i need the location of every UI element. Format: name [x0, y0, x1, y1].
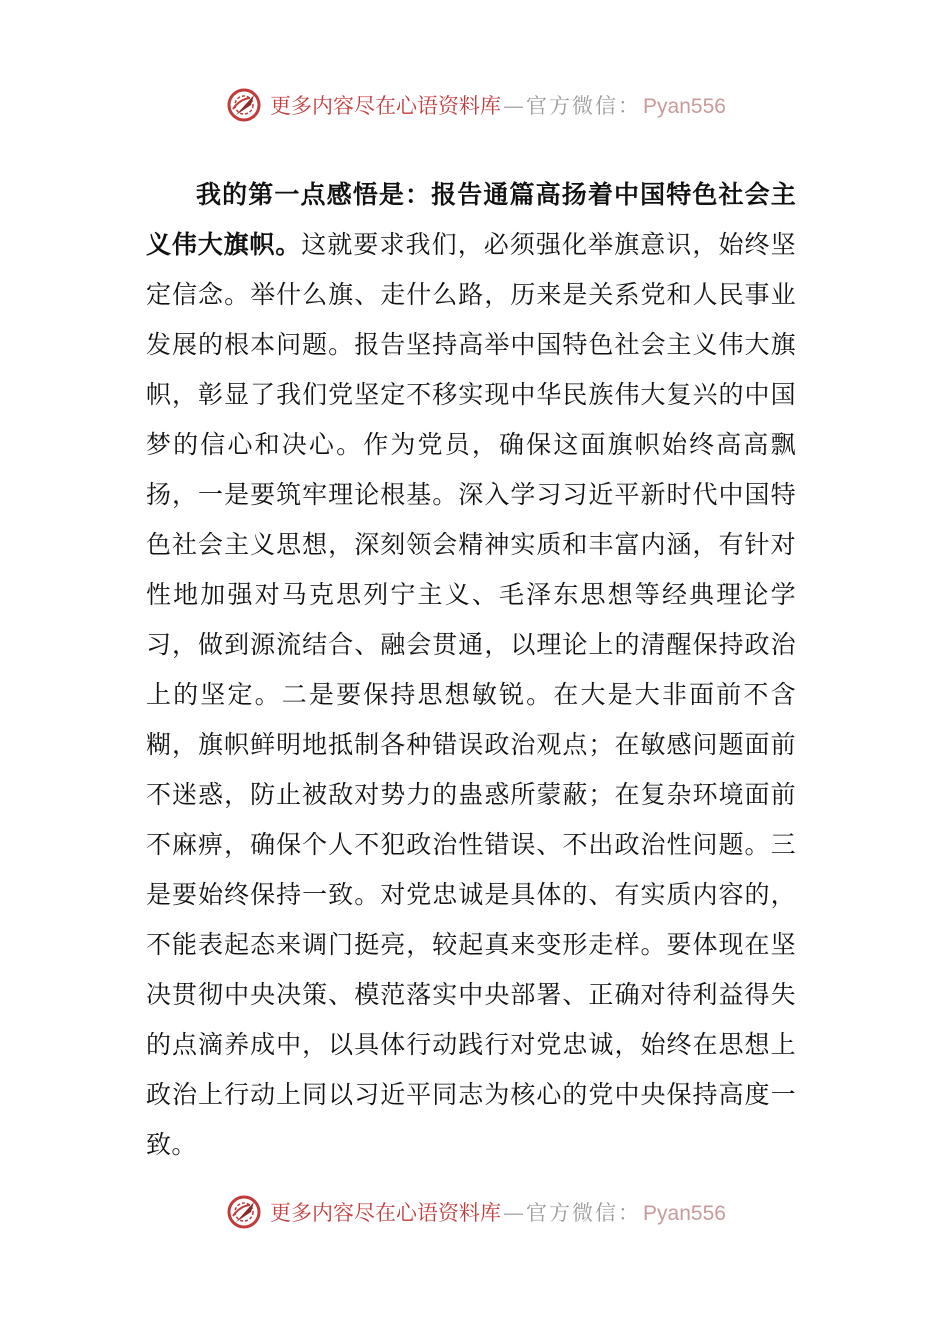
- banner-text: [270, 90, 726, 120]
- banner-brand: 更多内容尽在心语资料库: [270, 1201, 502, 1225]
- banner-dash: —: [503, 94, 525, 118]
- banner-text: [270, 1197, 726, 1227]
- body-paragraph: [146, 170, 796, 1170]
- body-lead-heading: 我的第一点感悟是：报告通篇高扬着中国特色社会主义伟大旗帜。: [146, 180, 796, 259]
- banner-dash: —: [503, 1201, 525, 1225]
- banner-wechat-label: 官方微信：: [526, 94, 642, 118]
- footer-banner: [0, 1187, 950, 1237]
- brand-logo-icon: [224, 85, 264, 125]
- banner-wechat-id: Pyan556: [643, 1202, 726, 1225]
- body-text: 这就要求我们，必须强化举旗意识，始终坚定信念。举什么旗、走什么路，历来是关系党和人民事业发展的根本问题。报告坚持高举中国特色社会主义伟大旗帜，彰显了我们党坚定不移实现中华民族伟大复兴的中国梦的信心和决心。作为党员，确保这面旗帜始终高高飘扬，一是要筑牢理论根基。深入学习习近平新时代中国特色社会主义思想，深刻领会精神实质和丰富内涵，有针对性地加强对马克思列宁主义、毛泽东思想等经典理论学习，做到源流结合、融会贯通，以理论上的清醒保持政治上的坚定。二是要保持思想敏锐。在大是大非面前不含糊，旗帜鲜明地抵制各种错误政治观点；在敏感问题面前不迷惑，防止被敌对势力的蛊惑所蒙蔽；在复杂环境面前不麻痹，确保个人不犯政治性错误、不出政治性问题。三是要始终保持一致。对党忠诚是具体的、有实质内容的，不能表起态来调门挺亮，较起真来变形走样。要体现在坚决贯彻中央决策、模范落实中央部署、正确对待利益得失的点滴养成中，以具体行动践行对党忠诚，始终在思想上政治上行动上同以习近平同志为核心的党中央保持高度一致。: [146, 230, 796, 1159]
- header-banner: [0, 80, 950, 130]
- banner-wechat-id: Pyan556: [643, 95, 726, 118]
- banner-wechat-label: 官方微信：: [526, 1201, 642, 1225]
- brand-logo-icon: [224, 1192, 264, 1232]
- banner-brand: 更多内容尽在心语资料库: [270, 94, 502, 118]
